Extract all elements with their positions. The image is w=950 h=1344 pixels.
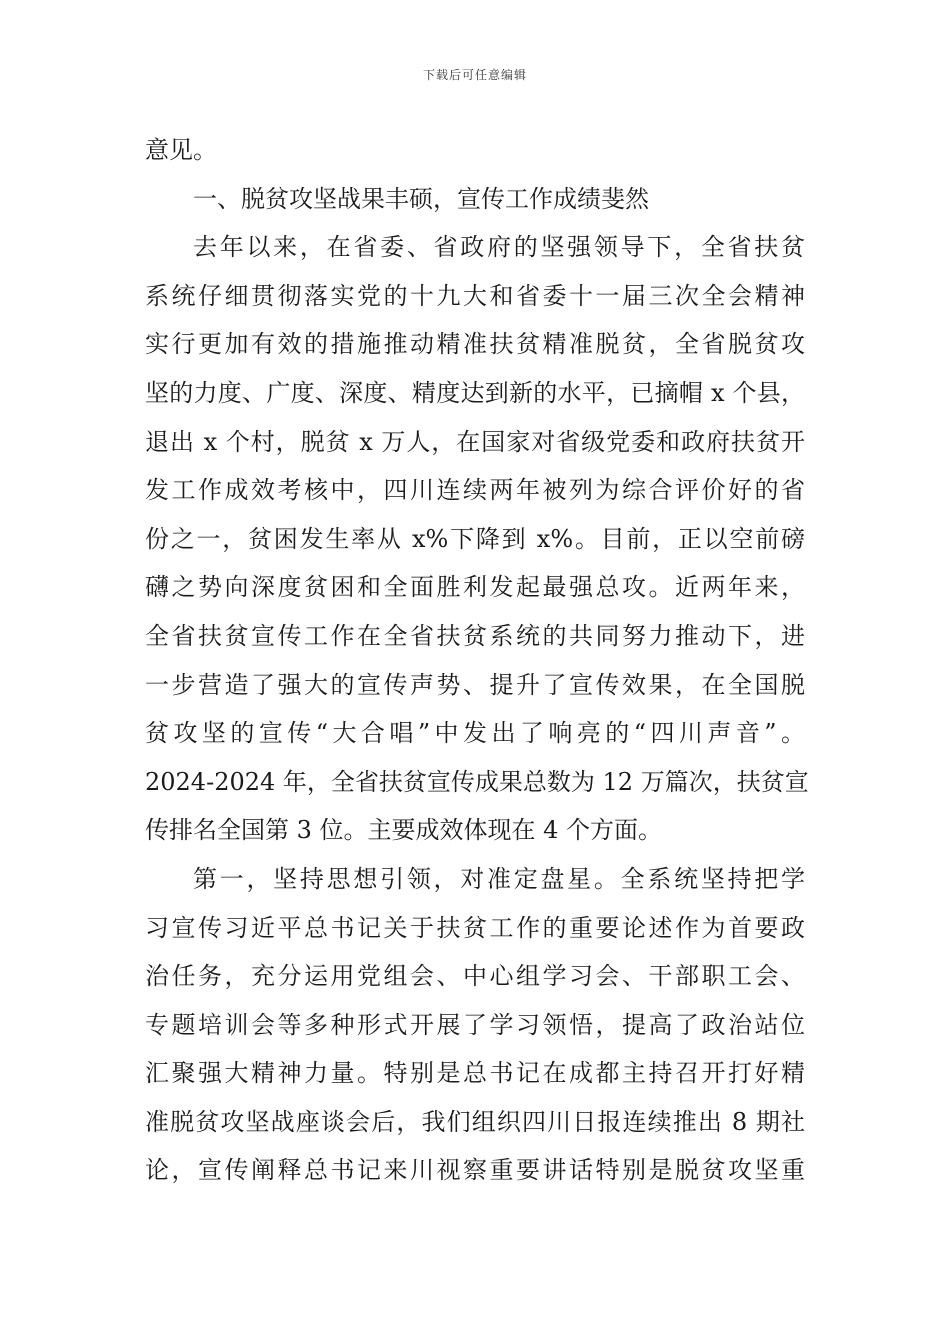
text-line: 去年以来，在省委、省政府的坚强领导下，全省扶贫: [193, 233, 805, 262]
text-line: 治任务，充分运用党组会、中心组学习会、干部职工会、: [145, 962, 805, 991]
text-line: 习宣传习近平总书记关于扶贫工作的重要论述作为首要政: [145, 913, 805, 942]
text-line: 意见。: [145, 136, 217, 164]
text-line: 坚的力度、广度、深度、精度达到新的水平，已摘帽 x 个县，: [145, 378, 805, 407]
page-header: 下载后可任意编辑: [422, 68, 527, 82]
text-line: 发工作成效考核中，四川连续两年被列为综合评价好的省: [145, 476, 805, 505]
text-line: 传排名全国第 3 位。主要成效体现在 4 个方面。: [145, 816, 663, 845]
text-line: 退出 x 个村，脱贫 x 万人，在国家对省级党委和政府扶贫开: [145, 427, 805, 456]
text-line: 系统仔细贯彻落实党的十九大和省委十一届三次全会精神: [145, 281, 805, 310]
text-line: 准脱贫攻坚战座谈会后，我们组织四川日报连续推出 8 期社: [145, 1107, 805, 1136]
text-line: 汇聚强大精神力量。特别是总书记在成都主持召开打好精: [145, 1059, 805, 1088]
text-line: 份之一，贫困发生率从 x%下降到 x%。目前，正以空前磅: [145, 524, 805, 553]
text-line: 论，宣传阐释总书记来川视察重要讲话特别是脱贫攻坚重: [145, 1156, 805, 1185]
document-body: [145, 126, 809, 1195]
text-line: 贫攻坚的宣传“大合唱”中发出了响亮的“四川声音”。: [145, 719, 805, 748]
text-line: 全省扶贫宣传工作在全省扶贫系统的共同努力推动下，进: [145, 621, 805, 650]
text-line: 专题培训会等多种形式开展了学习领悟，提高了政治站位: [145, 1010, 805, 1039]
text-line: 实行更加有效的措施推动精准扶贫精准脱贫，全省脱贫攻: [145, 330, 805, 359]
text-line: 一、脱贫攻坚战果丰硕，宣传工作成绩斐然: [193, 184, 649, 213]
text-line: 2024-2024 年，全省扶贫宣传成果总数为 12 万篇次，扶贫宣: [145, 767, 809, 796]
text-line: 一步营造了强大的宣传声势、提升了宣传效果，在全国脱: [145, 670, 805, 699]
text-line: 礴之势向深度贫困和全面胜利发起最强总攻。近两年来，: [145, 573, 805, 602]
text-line: 第一，坚持思想引领，对准定盘星。全系统坚持把学: [193, 864, 805, 893]
